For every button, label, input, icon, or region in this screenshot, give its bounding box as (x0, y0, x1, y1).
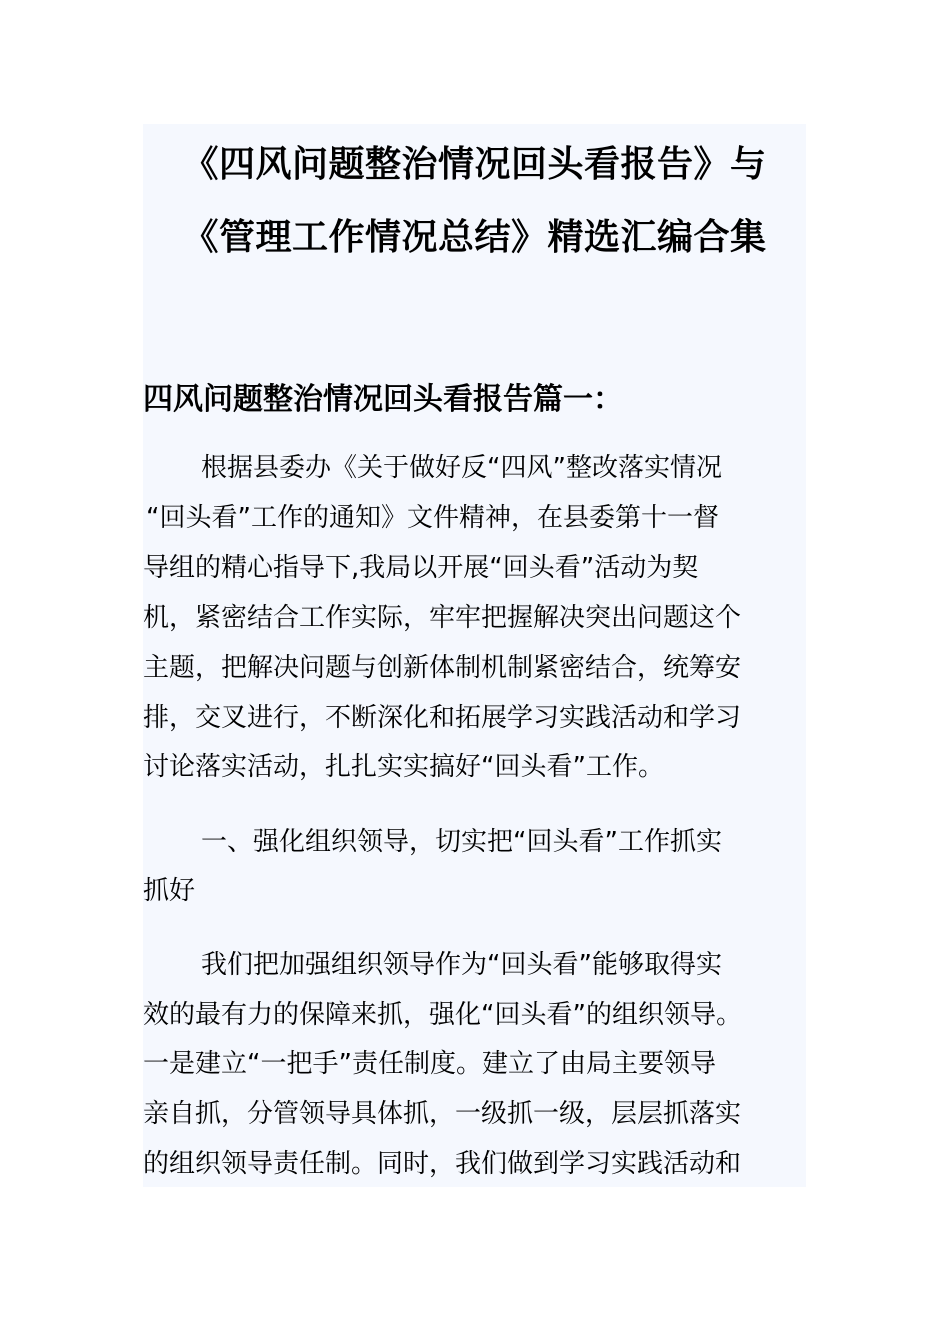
paragraph-1-line-4: 机，紧密结合工作实际，牢牢把握解决突出问题这个 (143, 603, 742, 633)
paragraph-1-line-2: “回头看”工作的通知》文件精神，在县委第十一督 (146, 503, 719, 533)
paragraph-1-line-7: 讨论落实活动，扎扎实实搞好“回头看”工作。 (143, 752, 664, 782)
paragraph-1-line-3: 导组的精心指导下,我局以开展“回头看”活动为契 (143, 553, 699, 583)
paragraph-1-line-5: 主题，把解决问题与创新体制机制紧密结合，统筹安 (143, 653, 742, 683)
subheading-line-2: 抓好 (143, 876, 196, 906)
subheading-line-1: 一、强化组织领导，切实把“回头看”工作抓实 (201, 827, 722, 857)
paragraph-2-line-2: 效的最有力的保障来抓，强化“回头看”的组织领导。 (143, 1000, 742, 1030)
paragraph-2-line-4: 亲自抓，分管领导具体抓，一级抓一级，层层抓落实 (143, 1099, 742, 1129)
paragraph-1-line-6: 排，交叉进行，不断深化和拓展学习实践活动和学习 (143, 703, 742, 733)
paragraph-2-line-5: 的组织领导责任制。同时，我们做到学习实践活动和 (143, 1149, 742, 1179)
document-title-line-2: 《管理工作情况总结》精选汇编合集 (182, 217, 767, 258)
section-heading: 四风问题整治情况回头看报告篇一： (143, 382, 623, 417)
paragraph-2-line-3: 一是建立“一把手”责任制度。建立了由局主要领导 (143, 1049, 716, 1079)
paragraph-1-line-1: 根据县委办《关于做好反“四风”整改落实情况 (201, 453, 722, 483)
document-title-line-1: 《四风问题整治情况回头看报告》与 (182, 144, 767, 185)
paragraph-2-line-1: 我们把加强组织领导作为“回头看”能够取得实 (201, 950, 722, 980)
